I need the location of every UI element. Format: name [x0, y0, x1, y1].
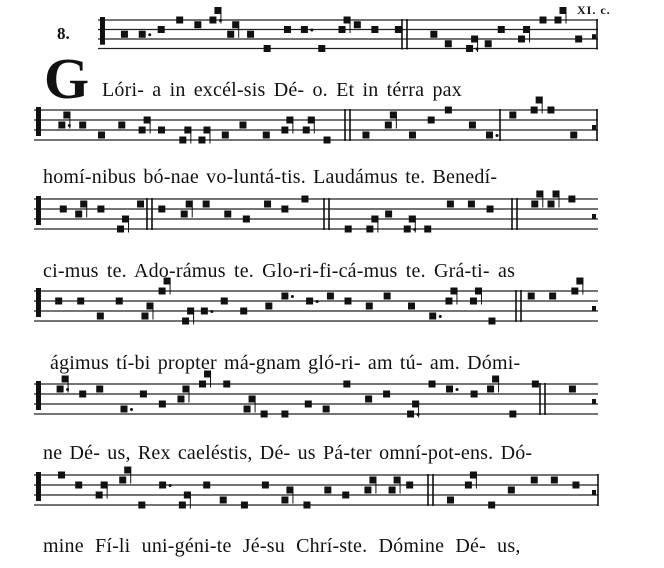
- neume: [60, 206, 67, 213]
- neume: [220, 497, 227, 504]
- punctum-dot: [456, 388, 459, 391]
- neume: [572, 482, 579, 489]
- neume: [354, 21, 361, 28]
- neume: [575, 36, 582, 43]
- neume: [324, 137, 331, 144]
- neume: [344, 17, 351, 24]
- neume: [344, 298, 351, 305]
- neume: [509, 411, 516, 418]
- neume: [384, 293, 391, 300]
- neume: [138, 502, 145, 509]
- neume: [339, 26, 346, 33]
- neume: [553, 191, 560, 198]
- neume: [447, 497, 454, 504]
- custos: [592, 125, 596, 130]
- neume: [407, 411, 414, 418]
- neume: [488, 502, 495, 509]
- neume: [141, 313, 148, 320]
- neume: [404, 226, 411, 233]
- neume: [159, 288, 166, 295]
- neume: [323, 406, 330, 413]
- neume: [223, 381, 230, 388]
- punctum-dot: [439, 315, 442, 318]
- c-clef: [100, 31, 105, 44]
- neume: [406, 482, 413, 489]
- neume: [498, 26, 505, 33]
- neume: [303, 127, 310, 134]
- neume: [446, 386, 453, 393]
- neume: [430, 31, 437, 38]
- neume: [528, 293, 535, 300]
- neume: [176, 17, 183, 24]
- neume: [509, 112, 516, 119]
- c-clef: [36, 381, 41, 397]
- neume: [58, 472, 65, 479]
- neume: [96, 386, 103, 393]
- neume: [203, 482, 210, 489]
- neume: [303, 502, 310, 509]
- punctum-dot: [495, 134, 498, 137]
- neume: [122, 216, 129, 223]
- neume: [571, 288, 578, 295]
- neume: [201, 308, 208, 315]
- neume: [159, 401, 166, 408]
- custos: [592, 214, 596, 219]
- neume: [468, 201, 475, 208]
- lyric-line-4: ágimus tí-bi propter má-gnam gló-ri- am tú- am. Dómi-: [50, 352, 521, 374]
- neume: [186, 201, 193, 208]
- punctum-dot: [291, 295, 294, 298]
- neume: [428, 117, 435, 124]
- neume: [518, 36, 525, 43]
- neume: [305, 401, 312, 408]
- lyric-line-3: ci-mus te. Ado-rámus te. Glo-ri-fi-cá-mus te. Grá-ti- as: [43, 260, 516, 282]
- neume: [471, 391, 478, 398]
- neume: [75, 211, 82, 218]
- neume: [184, 127, 191, 134]
- neume: [286, 117, 293, 124]
- neume: [117, 226, 124, 233]
- neume: [485, 40, 492, 47]
- neume: [224, 211, 231, 218]
- neume: [140, 391, 147, 398]
- neume: [364, 487, 371, 494]
- mode-label: XI. c.: [577, 3, 611, 17]
- c-clef: [36, 122, 41, 136]
- c-clef: [36, 288, 41, 304]
- neume: [324, 487, 331, 494]
- neume: [281, 127, 288, 134]
- neume: [209, 17, 216, 24]
- neume: [203, 201, 210, 208]
- neume: [395, 26, 402, 33]
- neume: [75, 482, 82, 489]
- neume: [549, 293, 556, 300]
- neume: [181, 211, 188, 218]
- neume: [63, 112, 70, 119]
- c-clef: [36, 303, 41, 317]
- neume: [97, 206, 104, 213]
- neume: [101, 482, 108, 489]
- neume: [569, 386, 576, 393]
- neume: [531, 201, 538, 208]
- lyric-line-5: ne Dé- us, Rex caeléstis, Dé- us Pá-ter omní-pot-ens. Dó-: [43, 442, 533, 464]
- neume: [366, 303, 373, 310]
- c-clef: [100, 17, 105, 32]
- c-clef: [36, 211, 41, 225]
- punctum-dot: [413, 228, 416, 231]
- punctum-dot: [210, 310, 213, 313]
- neume: [362, 132, 369, 139]
- neume: [137, 201, 144, 208]
- neume: [139, 31, 146, 38]
- neume: [281, 206, 288, 213]
- neume: [424, 226, 431, 233]
- initial-letter: G: [44, 46, 90, 111]
- neume: [559, 7, 566, 14]
- neume: [159, 482, 166, 489]
- neume: [409, 216, 416, 223]
- neume: [445, 107, 452, 114]
- neume: [445, 40, 452, 47]
- neume: [79, 122, 86, 129]
- neume: [221, 298, 228, 305]
- neume: [508, 487, 515, 494]
- neume: [158, 206, 165, 213]
- neume: [182, 318, 189, 325]
- custos: [592, 490, 596, 495]
- neume: [394, 477, 401, 484]
- punctum-dot: [310, 29, 313, 32]
- neume: [80, 201, 87, 208]
- chant-number: 8.: [57, 24, 70, 43]
- c-clef: [36, 487, 41, 501]
- neume: [124, 467, 131, 474]
- neume: [187, 308, 194, 315]
- neume: [281, 411, 288, 418]
- c-clef: [36, 196, 41, 212]
- neume: [551, 477, 558, 484]
- neume: [371, 216, 378, 223]
- neume: [383, 391, 390, 398]
- neume: [77, 298, 84, 305]
- punctum-dot: [417, 413, 420, 416]
- neume: [345, 226, 352, 233]
- custos: [592, 306, 596, 311]
- neume: [318, 45, 325, 52]
- neume: [447, 201, 454, 208]
- neume: [121, 31, 128, 38]
- neume: [532, 381, 539, 388]
- neume: [371, 26, 378, 33]
- punctum-dot: [66, 388, 69, 391]
- neume: [536, 97, 543, 104]
- punctum-dot: [148, 33, 151, 36]
- punctum-dot: [476, 48, 479, 51]
- neume: [179, 137, 186, 144]
- neume: [523, 26, 530, 33]
- neume: [144, 117, 151, 124]
- lyric-line-1: Lóri- a in excél-sis Dé- o. Et in térra pax: [102, 79, 462, 101]
- neume: [369, 477, 376, 484]
- neume: [118, 122, 125, 129]
- c-clef: [36, 396, 41, 410]
- neume: [158, 127, 165, 134]
- punctum-dot: [169, 484, 172, 487]
- neume: [158, 26, 165, 33]
- neume: [244, 406, 251, 413]
- neume: [469, 122, 476, 129]
- neume: [146, 303, 153, 310]
- neume: [385, 211, 392, 218]
- neume: [327, 293, 334, 300]
- neume: [487, 386, 494, 393]
- neume: [301, 196, 308, 203]
- neume: [554, 17, 561, 24]
- neume: [232, 21, 239, 28]
- neume: [120, 406, 127, 413]
- neume: [470, 472, 477, 479]
- neume: [264, 45, 271, 52]
- neume: [184, 492, 191, 499]
- punctum-dot: [219, 19, 222, 22]
- neume: [536, 191, 543, 198]
- neume: [198, 137, 205, 144]
- neume: [475, 288, 482, 295]
- neume: [203, 127, 210, 134]
- neume: [194, 21, 201, 28]
- neume: [466, 45, 473, 52]
- neume: [199, 381, 206, 388]
- c-clef: [36, 107, 41, 123]
- custos: [592, 34, 596, 39]
- neume: [366, 226, 373, 233]
- neume: [139, 127, 146, 134]
- neume: [55, 298, 62, 305]
- lyric-line-2: homí-nibus bó-nae vo-luntá-tis. Laudámus te. Benedí-: [43, 166, 498, 188]
- neume: [265, 303, 272, 310]
- neume: [445, 298, 452, 305]
- neume: [568, 196, 575, 203]
- neume: [214, 7, 221, 14]
- neume: [222, 132, 229, 139]
- neume: [531, 107, 538, 114]
- neume: [98, 132, 105, 139]
- neume: [261, 411, 268, 418]
- neume: [389, 487, 396, 494]
- neume: [97, 313, 104, 320]
- neume: [96, 492, 103, 499]
- neume: [429, 381, 436, 388]
- neume: [429, 313, 436, 320]
- neume: [342, 492, 349, 499]
- neume: [249, 396, 256, 403]
- neume: [492, 376, 499, 383]
- neume: [570, 132, 577, 139]
- neume: [576, 278, 583, 285]
- neume: [531, 477, 538, 484]
- neume: [262, 482, 269, 489]
- neume: [306, 298, 313, 305]
- neume: [57, 386, 64, 393]
- neume: [286, 487, 293, 494]
- custos: [592, 399, 596, 404]
- neume: [390, 112, 397, 119]
- neume: [119, 477, 126, 484]
- neume: [408, 303, 415, 310]
- neume: [281, 497, 288, 504]
- neume: [412, 401, 419, 408]
- neume: [547, 107, 554, 114]
- punctum-dot: [68, 124, 71, 127]
- neume: [284, 26, 291, 33]
- neume: [308, 117, 315, 124]
- neume: [540, 17, 547, 24]
- neume: [247, 31, 254, 38]
- punctum-dot: [130, 408, 133, 411]
- neume: [264, 201, 271, 208]
- neume: [182, 386, 189, 393]
- neume: [548, 201, 555, 208]
- neume: [488, 318, 495, 325]
- neume: [243, 216, 250, 223]
- neume: [239, 122, 246, 129]
- neume: [79, 391, 86, 398]
- neume: [58, 122, 65, 129]
- neume: [465, 482, 472, 489]
- neume: [263, 132, 270, 139]
- neume: [240, 308, 247, 315]
- neume: [470, 298, 477, 305]
- neume: [409, 132, 416, 139]
- neume: [486, 132, 493, 139]
- neume: [471, 36, 478, 43]
- neume: [241, 502, 248, 509]
- neume: [301, 26, 308, 33]
- neume: [62, 376, 69, 383]
- punctum-dot: [316, 300, 319, 303]
- neume: [343, 381, 350, 388]
- neume: [179, 502, 186, 509]
- neume: [227, 31, 234, 38]
- neume: [116, 298, 123, 305]
- lyric-line-6: mine Fí-li uni-géni-te Jé-su Chrí-ste. Dómine Dé- us,: [43, 535, 521, 557]
- neume: [365, 396, 372, 403]
- neume: [487, 206, 494, 213]
- neume: [385, 122, 392, 129]
- neume: [177, 396, 184, 403]
- neume: [281, 293, 288, 300]
- neume: [450, 288, 457, 295]
- c-clef: [36, 472, 41, 488]
